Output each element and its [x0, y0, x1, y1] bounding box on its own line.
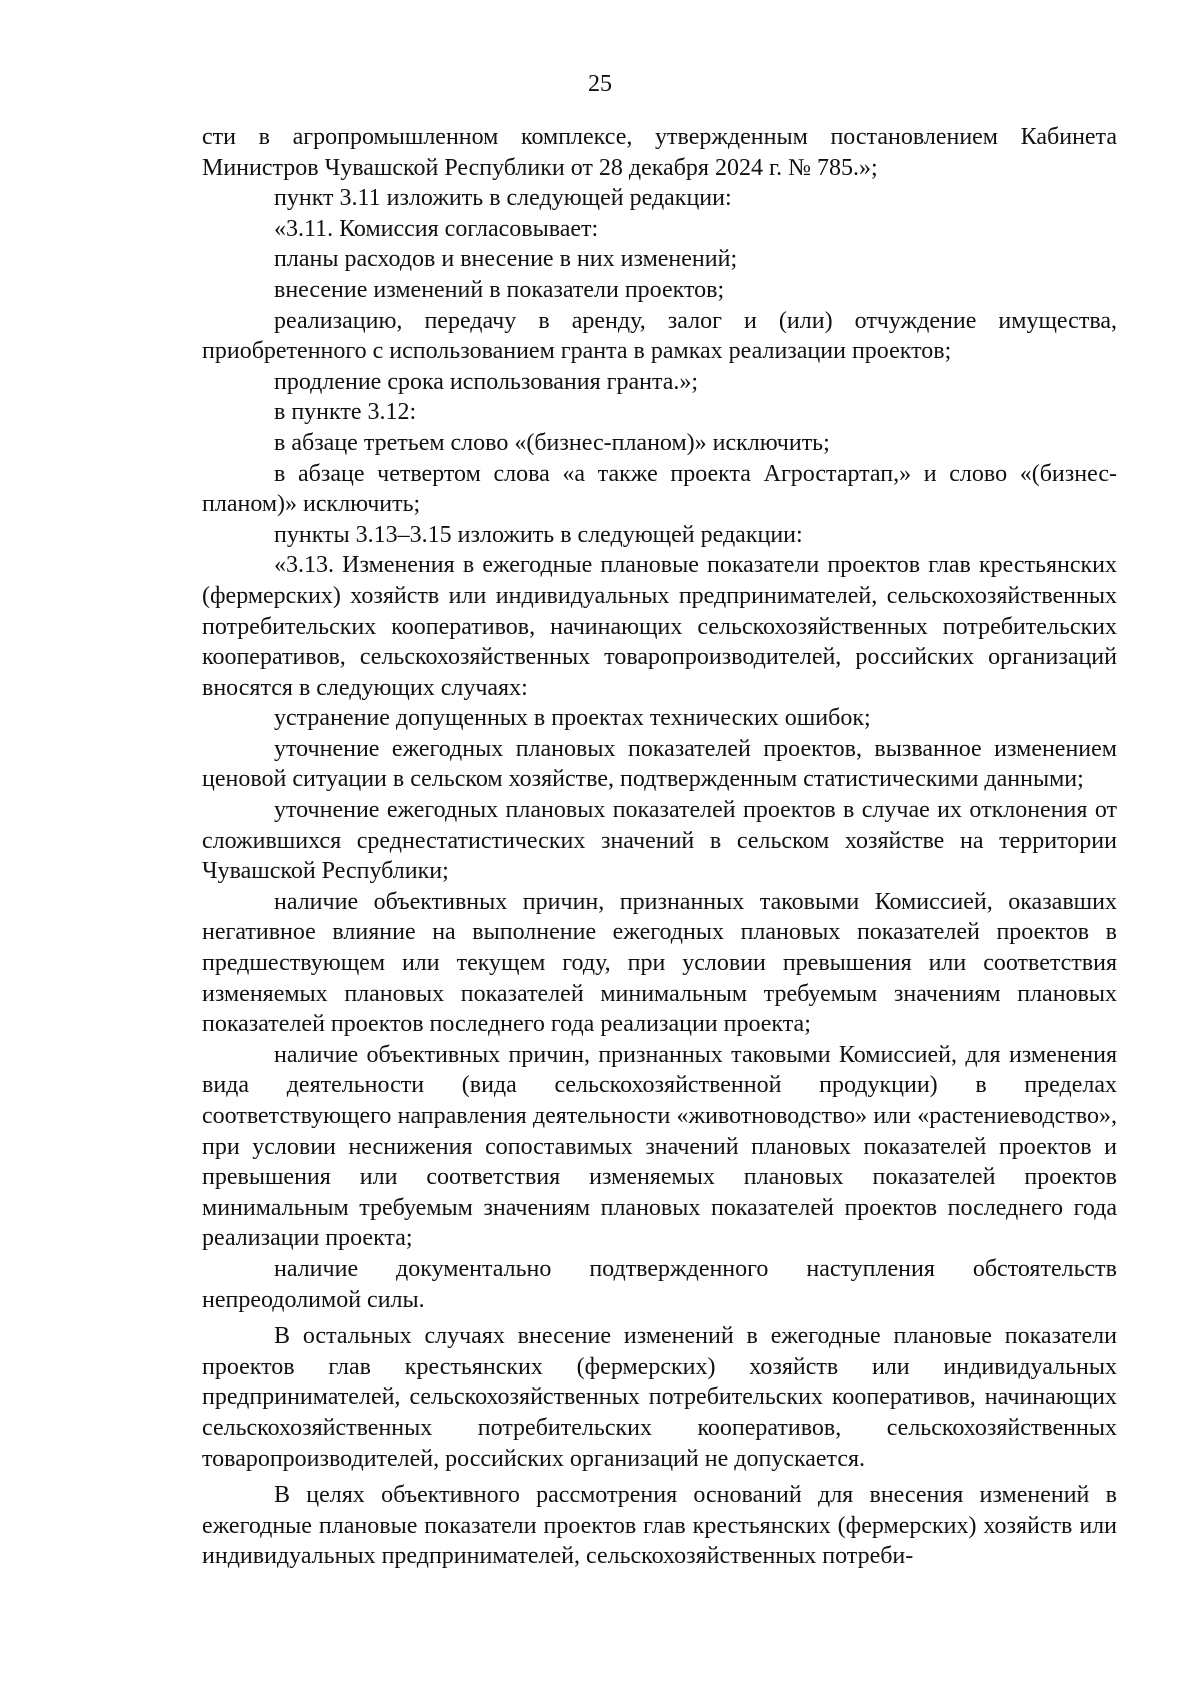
- paragraph-continuation: сти в агропромышленном комплексе, утвержденным постановлением Кабинета Министров Чувашской Республики от 28 декабря 2024 г. № 785.»;: [202, 124, 1117, 181]
- paragraph: уточнение ежегодных плановых показателей проектов в случае их отклонения от сложившихся среднестатистических значений в сельском хозяйстве на территории Чувашской Республики;: [202, 797, 1117, 885]
- paragraph: продление срока использования гранта.»;: [274, 368, 699, 395]
- document-body: [202, 122, 1117, 1572]
- paragraph: наличие объективных причин, признанных таковыми Комиссией, для изменения вида деятельности (вида сельскохозяйственной продукции) в пределах соответствующего направления деятельности «животноводство» или «растениеводство», при условии неснижения сопоставимых значений плановых показателей проектов и превышения или соответствия изменяемых плановых показателей проектов минимальным требуемым значениям плановых показателей проектов последнего года реализации проекта;: [202, 1041, 1117, 1252]
- paragraph: в пункте 3.12:: [274, 399, 417, 426]
- paragraph: наличие документально подтвержденного наступления обстоятельств непреодолимой силы.: [202, 1255, 1117, 1313]
- paragraph: реализацию, передачу в аренду, залог и (или) отчуждение имущества, приобретенного с использованием гранта в рамках реализации проектов;: [202, 307, 1117, 365]
- paragraph: уточнение ежегодных плановых показателей проектов, вызванное изменением ценовой ситуации в сельском хозяйстве, подтвержденным статистическими данными;: [202, 735, 1117, 793]
- paragraph: в абзаце четвертом слова «а также проекта Агростартап,» и слово «(бизнес-планом)» исключить;: [202, 460, 1117, 518]
- paragraph: В целях объективного рассмотрения оснований для внесения изменений в ежегодные плановые показатели проектов глав крестьянских (фермерских) хозяйств или индивидуальных предпринимателей, сельскохозяйственных потреби-: [202, 1482, 1117, 1570]
- paragraph: планы расходов и внесение в них изменений;: [274, 246, 738, 273]
- paragraph: «3.11. Комиссия согласовывает:: [274, 215, 599, 242]
- paragraph: пункты 3.13–3.15 изложить в следующей редакции:: [274, 521, 803, 548]
- paragraph: В остальных случаях внесение изменений в ежегодные плановые показатели проектов глав крестьянских (фермерских) хозяйств или индивидуальных предпринимателей, сельскохозяйственных потребительских кооперативов, начинающих сельскохозяйственных потребительских кооперативов, сельскохозяйственных товаропроизводителей, российских организаций не допускается.: [202, 1323, 1117, 1472]
- paragraph: наличие объективных причин, признанных таковыми Комиссией, оказавших негативное влияние на выполнение ежегодных плановых показателей проектов в предшествующем или текущем году, при условии превышения или соответствия изменяемых плановых показателей минимальным требуемым значениям плановых показателей проектов последнего года реализации проекта;: [202, 888, 1117, 1038]
- paragraph: внесение изменений в показатели проектов;: [274, 276, 725, 303]
- paragraph: устранение допущенных в проектах технических ошибок;: [274, 705, 871, 732]
- paragraph: «3.13. Изменения в ежегодные плановые показатели проектов глав крестьянских (фермерских) хозяйств или индивидуальных предпринимателей, сельскохозяйственных потребительских кооперативов, начинающих сельскохозяйственных потребительских кооперативов, сельскохозяйственных товаропроизводителей, российских организаций вносятся в следующих случаях:: [202, 552, 1117, 701]
- page-number: 25: [588, 71, 612, 97]
- paragraph: в абзаце третьем слово «(бизнес-планом)» исключить;: [274, 429, 830, 456]
- paragraph: пункт 3.11 изложить в следующей редакции:: [274, 185, 732, 212]
